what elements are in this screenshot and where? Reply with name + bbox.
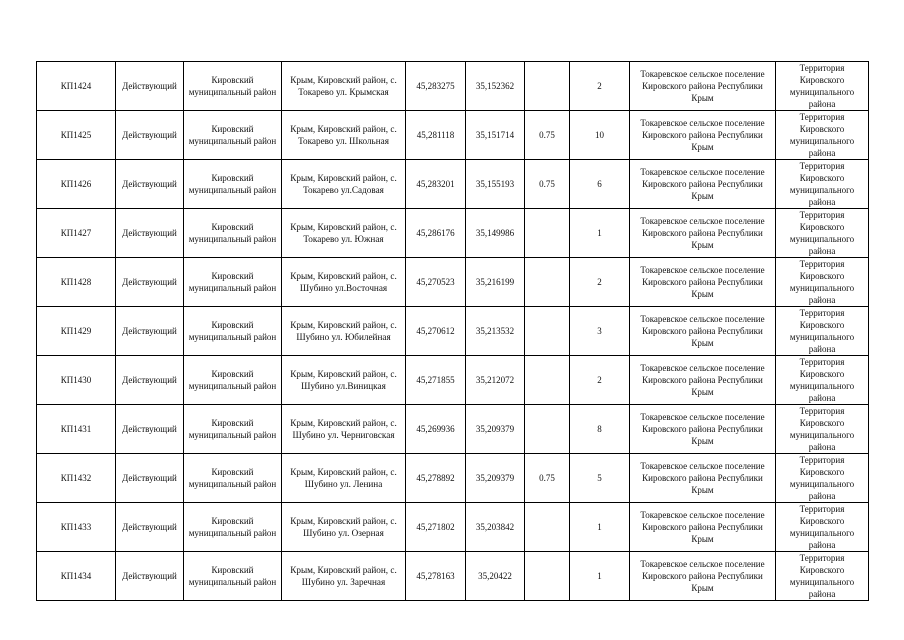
container-count-cell: 2: [570, 258, 630, 307]
territory-cell: Территория Кировского муниципального района: [776, 454, 869, 503]
site-code-cell: КП1432: [37, 454, 116, 503]
organization-cell: Токаревское сельское поселение Кировского района Республики Крым: [630, 160, 776, 209]
address-cell: Крым, Кировский район, с. Шубино ул. Заречная: [282, 552, 406, 601]
site-code-cell: КП1428: [37, 258, 116, 307]
site-code-cell: КП1424: [37, 62, 116, 111]
site-code-cell: КП1431: [37, 405, 116, 454]
area-cell: [525, 258, 570, 307]
organization-cell: Токаревское сельское поселение Кировского района Республики Крым: [630, 405, 776, 454]
table-row: [37, 503, 869, 552]
address-cell: Крым, Кировский район, с. Шубино ул.Виницкая: [282, 356, 406, 405]
site-code-cell: КП1425: [37, 111, 116, 160]
longitude-cell: 35,209379: [466, 454, 525, 503]
status-cell: Действующий: [116, 503, 184, 552]
address-cell: Крым, Кировский район, с. Токарево ул. Крымская: [282, 62, 406, 111]
area-cell: [525, 62, 570, 111]
area-cell: [525, 356, 570, 405]
organization-cell: Токаревское сельское поселение Кировского района Республики Крым: [630, 503, 776, 552]
district-cell: Кировский муниципальный район: [184, 62, 282, 111]
status-cell: Действующий: [116, 552, 184, 601]
container-count-cell: 1: [570, 209, 630, 258]
address-cell: Крым, Кировский район, с. Шубино ул. Черниговская: [282, 405, 406, 454]
latitude-cell: 45,269936: [406, 405, 466, 454]
container-count-cell: 1: [570, 552, 630, 601]
territory-cell: Территория Кировского муниципального района: [776, 258, 869, 307]
table-row: [37, 307, 869, 356]
district-cell: Кировский муниципальный район: [184, 111, 282, 160]
area-cell: 0.75: [525, 160, 570, 209]
container-count-cell: 1: [570, 503, 630, 552]
longitude-cell: 35,203842: [466, 503, 525, 552]
district-cell: Кировский муниципальный район: [184, 454, 282, 503]
district-cell: Кировский муниципальный район: [184, 209, 282, 258]
status-cell: Действующий: [116, 454, 184, 503]
district-cell: Кировский муниципальный район: [184, 503, 282, 552]
container-count-cell: 6: [570, 160, 630, 209]
status-cell: Действующий: [116, 307, 184, 356]
latitude-cell: 45,270523: [406, 258, 466, 307]
latitude-cell: 45,271855: [406, 356, 466, 405]
longitude-cell: 35,212072: [466, 356, 525, 405]
address-cell: Крым, Кировский район, с. Шубино ул.Восточная: [282, 258, 406, 307]
territory-cell: Территория Кировского муниципального района: [776, 405, 869, 454]
territory-cell: Территория Кировского муниципального района: [776, 503, 869, 552]
area-cell: [525, 552, 570, 601]
territory-cell: Территория Кировского муниципального района: [776, 111, 869, 160]
organization-cell: Токаревское сельское поселение Кировского района Республики Крым: [630, 356, 776, 405]
latitude-cell: 45,270612: [406, 307, 466, 356]
district-cell: Кировский муниципальный район: [184, 160, 282, 209]
address-cell: Крым, Кировский район, с. Шубино ул. Ленина: [282, 454, 406, 503]
territory-cell: Территория Кировского муниципального района: [776, 356, 869, 405]
table-row: [37, 258, 869, 307]
address-cell: Крым, Кировский район, с. Токарево ул.Садовая: [282, 160, 406, 209]
table-row: [37, 209, 869, 258]
status-cell: Действующий: [116, 62, 184, 111]
longitude-cell: 35,216199: [466, 258, 525, 307]
latitude-cell: 45,281118: [406, 111, 466, 160]
status-cell: Действующий: [116, 111, 184, 160]
table-row: [37, 405, 869, 454]
territory-cell: Территория Кировского муниципального района: [776, 160, 869, 209]
longitude-cell: 35,209379: [466, 405, 525, 454]
latitude-cell: 45,278892: [406, 454, 466, 503]
container-count-cell: 3: [570, 307, 630, 356]
territory-cell: Территория Кировского муниципального района: [776, 307, 869, 356]
territory-cell: Территория Кировского муниципального района: [776, 209, 869, 258]
district-cell: Кировский муниципальный район: [184, 405, 282, 454]
latitude-cell: 45,283201: [406, 160, 466, 209]
sites-table: [36, 61, 869, 601]
organization-cell: Токаревское сельское поселение Кировского района Республики Крым: [630, 307, 776, 356]
site-code-cell: КП1433: [37, 503, 116, 552]
table-body: [37, 62, 869, 601]
address-cell: Крым, Кировский район, с. Шубино ул. Озерная: [282, 503, 406, 552]
organization-cell: Токаревское сельское поселение Кировского района Республики Крым: [630, 454, 776, 503]
table-row: [37, 111, 869, 160]
latitude-cell: 45,286176: [406, 209, 466, 258]
address-cell: Крым, Кировский район, с. Токарево ул. Школьная: [282, 111, 406, 160]
district-cell: Кировский муниципальный район: [184, 307, 282, 356]
container-count-cell: 2: [570, 356, 630, 405]
table-row: [37, 454, 869, 503]
longitude-cell: 35,155193: [466, 160, 525, 209]
organization-cell: Токаревское сельское поселение Кировского района Республики Крым: [630, 258, 776, 307]
site-code-cell: КП1430: [37, 356, 116, 405]
latitude-cell: 45,271802: [406, 503, 466, 552]
area-cell: 0.75: [525, 111, 570, 160]
status-cell: Действующий: [116, 209, 184, 258]
container-count-cell: 2: [570, 62, 630, 111]
longitude-cell: 35,20422: [466, 552, 525, 601]
latitude-cell: 45,283275: [406, 62, 466, 111]
address-cell: Крым, Кировский район, с. Токарево ул. Южная: [282, 209, 406, 258]
address-cell: Крым, Кировский район, с. Шубино ул. Юбилейная: [282, 307, 406, 356]
site-code-cell: КП1427: [37, 209, 116, 258]
district-cell: Кировский муниципальный район: [184, 356, 282, 405]
status-cell: Действующий: [116, 356, 184, 405]
area-cell: 0.75: [525, 454, 570, 503]
territory-cell: Территория Кировского муниципального района: [776, 62, 869, 111]
organization-cell: Токаревское сельское поселение Кировского района Республики Крым: [630, 62, 776, 111]
longitude-cell: 35,151714: [466, 111, 525, 160]
area-cell: [525, 209, 570, 258]
area-cell: [525, 405, 570, 454]
site-code-cell: КП1429: [37, 307, 116, 356]
site-code-cell: КП1426: [37, 160, 116, 209]
longitude-cell: 35,213532: [466, 307, 525, 356]
container-count-cell: 8: [570, 405, 630, 454]
district-cell: Кировский муниципальный район: [184, 552, 282, 601]
container-count-cell: 5: [570, 454, 630, 503]
organization-cell: Токаревское сельское поселение Кировского района Республики Крым: [630, 552, 776, 601]
longitude-cell: 35,149986: [466, 209, 525, 258]
area-cell: [525, 503, 570, 552]
organization-cell: Токаревское сельское поселение Кировского района Республики Крым: [630, 209, 776, 258]
table-row: [37, 552, 869, 601]
longitude-cell: 35,152362: [466, 62, 525, 111]
table-row: [37, 62, 869, 111]
organization-cell: Токаревское сельское поселение Кировского района Республики Крым: [630, 111, 776, 160]
district-cell: Кировский муниципальный район: [184, 258, 282, 307]
status-cell: Действующий: [116, 405, 184, 454]
area-cell: [525, 307, 570, 356]
status-cell: Действующий: [116, 160, 184, 209]
latitude-cell: 45,278163: [406, 552, 466, 601]
container-count-cell: 10: [570, 111, 630, 160]
site-code-cell: КП1434: [37, 552, 116, 601]
status-cell: Действующий: [116, 258, 184, 307]
table-row: [37, 160, 869, 209]
table-row: [37, 356, 869, 405]
territory-cell: Территория Кировского муниципального района: [776, 552, 869, 601]
